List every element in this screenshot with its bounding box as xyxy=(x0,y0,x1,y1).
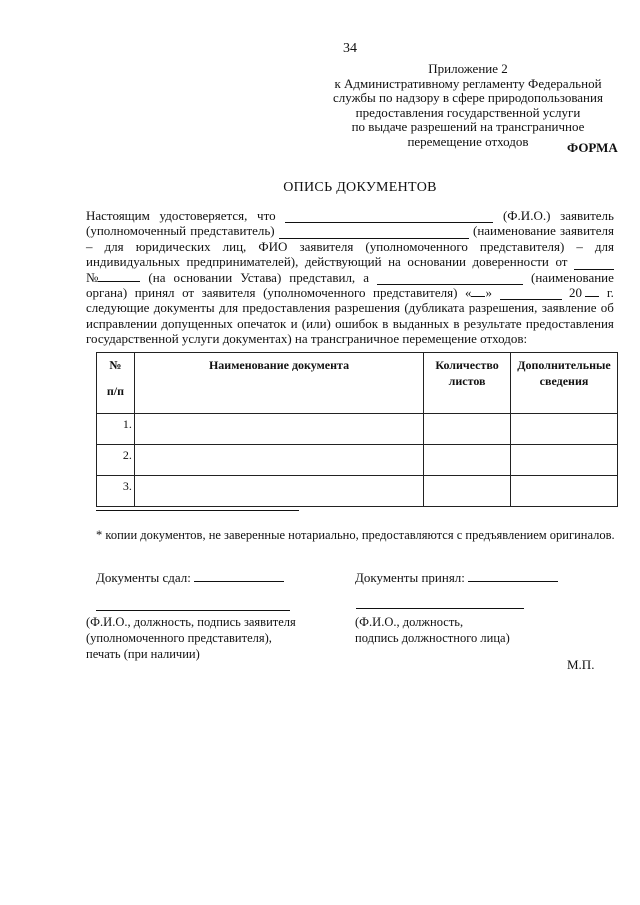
documents-table xyxy=(96,352,618,507)
footnote-divider xyxy=(96,510,299,511)
column-header-number: № п/п xyxy=(97,353,135,414)
representative-blank-field[interactable] xyxy=(279,227,469,239)
day-blank-field[interactable] xyxy=(471,285,485,297)
document-name-cell[interactable] xyxy=(134,445,423,476)
paragraph-line: исправлении допущенных опечаток и (или) ошибок в выданных в результате предоставления xyxy=(86,315,614,331)
additional-info-cell[interactable] xyxy=(511,414,618,445)
paragraph-line: Настоящим удостоверяется, что (Ф.И.О.) заявитель xyxy=(86,207,614,223)
additional-info-cell[interactable] xyxy=(511,445,618,476)
proxy-number-blank-field[interactable] xyxy=(98,270,140,282)
document-name-cell[interactable] xyxy=(134,414,423,445)
paragraph-line: – для юридических лиц, ФИО заявителя (уполномоченного представителя) – для xyxy=(86,238,614,254)
table-row xyxy=(97,476,618,507)
table-row xyxy=(97,445,618,476)
document-name-cell[interactable] xyxy=(134,476,423,507)
column-header-extra: Дополнительные сведения xyxy=(511,353,618,414)
month-blank-field[interactable] xyxy=(500,288,562,300)
page-number: 34 xyxy=(343,41,357,56)
submitted-by-field[interactable] xyxy=(194,570,284,582)
appendix-line: службы по надзору в сфере природопользования xyxy=(333,90,603,105)
column-header-name: Наименование документа xyxy=(134,353,423,414)
row-number: 1. xyxy=(97,414,135,445)
paragraph-line: государственной услуги документах) на трансграничное перемещение отходов: xyxy=(86,331,528,347)
paragraph-line: индивидуальных предпринимателей), действующий на основании доверенности от xyxy=(86,254,614,269)
official-signature-line[interactable] xyxy=(356,608,524,609)
proxy-date-blank-field[interactable] xyxy=(574,258,614,270)
paragraph-line: (уполномоченный представитель) (наименование заявителя xyxy=(86,223,614,239)
table-row xyxy=(97,414,618,445)
document-title: ОПИСЬ ДОКУМЕНТОВ xyxy=(283,180,437,195)
sheet-count-cell[interactable] xyxy=(424,445,511,476)
column-header-count: Количество листов xyxy=(424,353,511,414)
paragraph-line: следующие документы для предоставления разрешения (дубликата разрешения, заявление об xyxy=(86,300,614,316)
form-label: ФОРМА xyxy=(567,140,618,155)
applicant-signature-line[interactable] xyxy=(96,610,290,611)
submitted-by-row xyxy=(96,570,284,586)
paragraph-line: органа) принял от заявителя (уполномоченного представителя) « » 20 г. xyxy=(86,284,614,300)
accepted-by-label: Документы принял: xyxy=(355,570,465,585)
additional-info-cell[interactable] xyxy=(511,476,618,507)
submitted-by-label: Документы сдал: xyxy=(96,570,191,585)
accepted-by-field[interactable] xyxy=(468,570,558,582)
official-signature-caption: (Ф.И.О., должность, подпись должностного лица) xyxy=(355,615,510,645)
fio-blank-field[interactable] xyxy=(285,211,493,223)
accepted-by-row xyxy=(355,570,558,586)
row-number: 2. xyxy=(97,445,135,476)
stamp-place-label: М.П. xyxy=(567,657,595,672)
appendix-line: к Административному регламенту Федеральной xyxy=(334,75,602,91)
applicant-signature-caption: (Ф.И.О., должность, подпись заявителя (уполномоченного представителя), печать (при наличии) xyxy=(86,615,296,661)
appendix-header xyxy=(318,62,618,149)
certification-paragraph xyxy=(86,208,614,347)
appendix-line: перемещение отходов xyxy=(407,133,529,149)
appendix-line: по выдаче разрешений на трансграничное xyxy=(351,119,585,134)
sheet-count-cell[interactable] xyxy=(424,476,511,507)
table-header-row xyxy=(97,353,618,414)
year-blank-field[interactable] xyxy=(585,285,599,297)
organ-blank-field[interactable] xyxy=(377,273,523,285)
footnote: * копии документов, не заверенные нотариально, предоставляются с предъявлением оригиналов. xyxy=(96,528,615,542)
paragraph-line: № (на основании Устава) представил, а (наименование xyxy=(86,269,614,285)
appendix-line: предоставления государственной услуги xyxy=(355,104,581,120)
appendix-line: Приложение 2 xyxy=(428,61,508,76)
row-number: 3. xyxy=(97,476,135,507)
sheet-count-cell[interactable] xyxy=(424,414,511,445)
